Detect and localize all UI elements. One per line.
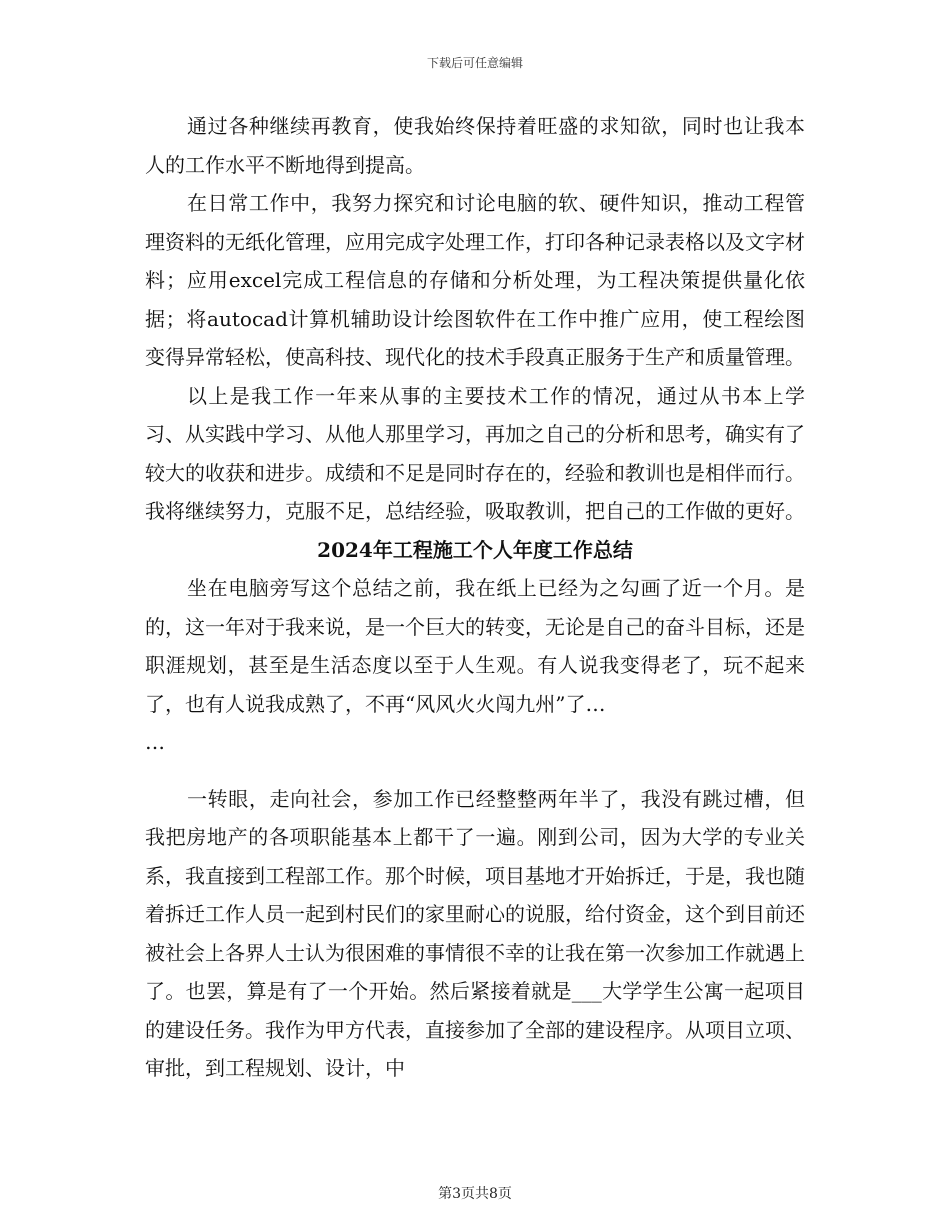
page-footer: 第3页共8页 xyxy=(438,1186,512,1202)
section-title: 2024年工程施工个人年度工作总结 xyxy=(317,537,633,562)
page-header: 下载后可任意编辑 xyxy=(426,56,523,70)
ellipsis-line: … xyxy=(145,730,165,754)
paragraph-summary: 以上是我工作一年来从事的主要技术工作的情况，通过从书本上学习、从实践中学习、从他人那里学习，再加之自己的分析和思考，确实有了较大的收获和进步。成绩和不足是同时存在的，经验和教训也是相伴而行。我将继续努力，克服不足，总结经验，吸取教训，把自己的工作做的更好。 xyxy=(145,383,805,523)
document-body xyxy=(145,107,805,1088)
paragraph-career: 一转眼，走向社会，参加工作已经整整两年半了，我没有跳过槽，但我把房地产的各项职能基本上都干了一遍。刚到公司，因为大学的专业关系，我直接到工程部工作。那个时候，项目基地才开始拆迁，于是，我也随着拆迁工作人员一起到村民们的家里耐心的说服，给付资金，这个到目前还被社会上各界人士认为很困难的事情很不幸的让我在第一次参加工作就遇上了。也罢，算是有了一个开始。然后紧接着就是___大学学生公寓一起项目的建设任务。我作为甲方代表，直接参加了全部的建设程序。从项目立项、审批，到工程规划、设计，中 xyxy=(145,786,805,1080)
blank-line xyxy=(145,762,805,780)
paragraph-daily-work: 在日常工作中，我努力探究和讨论电脑的软、硬件知识，推动工程管理资料的无纸化管理，应用完成字处理工作，打印各种记录表格以及文字材料；应用excel完成工程信息的存储和分析处理，为工程决策提供量化依据；将autocad计算机辅助设计绘图软件在工作中推广应用，使工程绘图变得异常轻松，使高科技、现代化的技术手段真正服务于生产和质量管理。 xyxy=(145,191,805,369)
paragraph-continuing-education: 通过各种继续再教育，使我始终保持着旺盛的求知欲，同时也让我本人的工作水平不断地得到提高。 xyxy=(145,114,805,177)
paragraph-intro: 坐在电脑旁写这个总结之前，我在纸上已经为之勾画了近一个月。是的，这一年对于我来说，是一个巨大的转变，无论是自己的奋斗目标，还是职涯规划，甚至是生活态度以至于人生观。有人说我变得老了，玩不起来了，也有人说我成熟了，不再“风风火火闯九州”了… xyxy=(145,576,805,716)
